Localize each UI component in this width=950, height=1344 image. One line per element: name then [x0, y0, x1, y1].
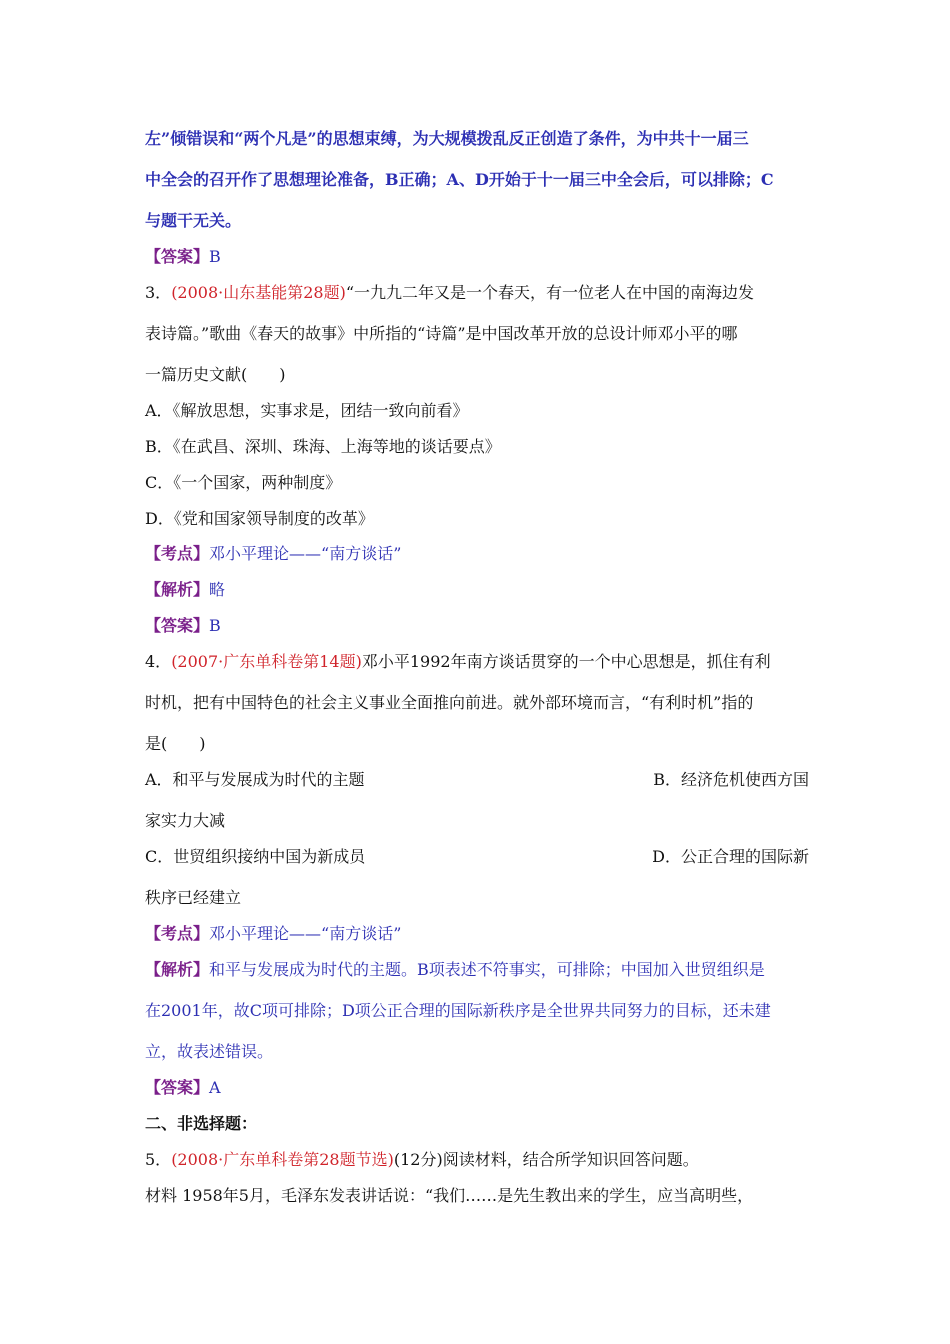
q4-source: (2007·广东单科卷第14题) — [171, 652, 362, 671]
jiexi-tag: 【解析】 — [145, 580, 210, 599]
q4-option-c: C．世贸组织接纳中国为新成员 — [145, 847, 366, 866]
q5-material-line: 材料 1958年5月，毛泽东发表讲话说：“我们……是先生教出来的学生，应当高明些， — [145, 1186, 754, 1205]
section-heading: 二、非选择题： — [145, 1114, 258, 1133]
q4-stem-line-3: 是( ) — [145, 734, 206, 753]
q4-answer — [145, 1077, 809, 1099]
intro-line-1: 左”倾错误和“两个凡是”的思想束缚，为大规模拨乱反正创造了条件，为中共十一届三 — [145, 129, 749, 148]
kaodian-text: 邓小平理论——“南方谈话” — [209, 924, 402, 943]
q4-option-d-cont: 秩序已经建立 — [145, 888, 242, 907]
q3-kaodian — [145, 543, 809, 565]
q4-stem-line-1 — [145, 651, 809, 673]
q4-kaodian — [145, 923, 809, 945]
q3-option-c: C．《一个国家，两种制度》 — [145, 473, 342, 492]
q3-number: 3． — [145, 283, 172, 302]
answer-tag: 【答案】 — [145, 247, 210, 266]
q4-stem-line-2: 时机，把有中国特色的社会主义事业全面推向前进。就外部环境而言，“有利时机”指的 — [145, 693, 754, 712]
answer-tag: 【答案】 — [145, 616, 210, 635]
q4-option-b-cont: 家实力大减 — [145, 811, 226, 830]
q3-option-d: D．《党和国家领导制度的改革》 — [145, 509, 374, 528]
q5-number: 5． — [145, 1150, 172, 1169]
kaodian-tag: 【考点】 — [145, 544, 210, 563]
q3-stem-line-3: 一篇历史文献( ) — [145, 365, 286, 384]
q4-jiexi-line-1 — [145, 959, 809, 981]
q3-stem-line-2: 表诗篇。”歌曲《春天的故事》中所指的“诗篇”是中国改革开放的总设计师邓小平的哪 — [145, 324, 738, 343]
q3-source: (2008·山东基能第28题) — [171, 283, 346, 302]
answer-value: B — [209, 247, 221, 266]
q4-options-row-1 — [145, 769, 809, 791]
kaodian-tag: 【考点】 — [145, 924, 210, 943]
answer-value: B — [209, 616, 221, 635]
q3-option-b: B．《在武昌、深圳、珠海、上海等地的谈话要点》 — [145, 437, 501, 456]
q3-stem-text: “一九九二年又是一个春天，有一位老人在中国的南海边发 — [345, 283, 755, 302]
q3-option-a: A．《解放思想，实事求是，团结一致向前看》 — [145, 401, 469, 420]
q4-option-d: D．公正合理的国际新 — [652, 847, 809, 866]
q3-jiexi — [145, 579, 809, 601]
q5-stem-line-1 — [145, 1149, 809, 1171]
q5-stem-text: (12分)阅读材料，结合所学知识回答问题。 — [393, 1150, 699, 1169]
jiexi-text: 略 — [209, 580, 226, 599]
intro-answer — [145, 246, 809, 268]
q4-options-row-2 — [145, 846, 809, 868]
q4-jiexi-line-3: 立，故表述错误。 — [145, 1042, 274, 1061]
q4-jiexi-line-2: 在2001年，故C项可排除；D项公正合理的国际新秩序是全世界共同努力的目标，还未建 — [145, 1001, 771, 1020]
answer-tag: 【答案】 — [145, 1078, 210, 1097]
q3-answer — [145, 615, 809, 637]
q5-source: (2008·广东单科卷第28题节选) — [171, 1150, 394, 1169]
q4-number: 4． — [145, 652, 172, 671]
q4-option-b: B．经济危机使西方国 — [653, 770, 809, 789]
q4-stem-text: 邓小平1992年南方谈话贯穿的一个中心思想是，抓住有利 — [361, 652, 771, 671]
intro-line-3: 与题干无关。 — [145, 211, 242, 230]
jiexi-text: 和平与发展成为时代的主题。B项表述不符事实，可排除；中国加入世贸组织是 — [209, 960, 765, 979]
kaodian-text: 邓小平理论——“南方谈话” — [209, 544, 402, 563]
intro-line-2: 中全会的召开作了思想理论准备，B正确；A、D开始于十一届三中全会后，可以排除；C — [145, 170, 774, 189]
q4-option-a: A．和平与发展成为时代的主题 — [145, 770, 365, 789]
jiexi-tag: 【解析】 — [145, 960, 210, 979]
q3-stem-line-1 — [145, 282, 809, 304]
answer-value: A — [209, 1078, 221, 1097]
